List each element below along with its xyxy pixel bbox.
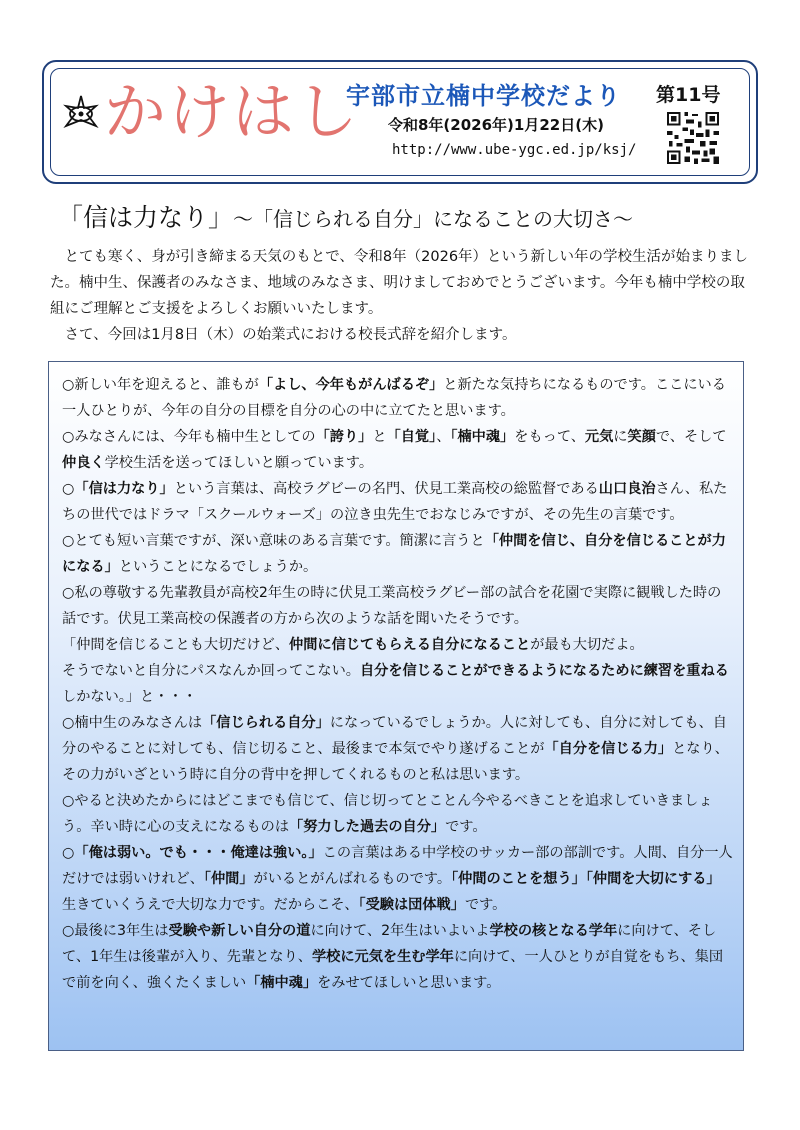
school-name: 宇部市立楠中学校だより <box>346 82 621 110</box>
speech-text-run: ○楠中生のみなさんは <box>62 715 203 731</box>
headline-subtitle: ～「信じられる自分」になることの大切さ～ <box>233 207 634 231</box>
speech-text-run: と新たな気持ちになるものです。ここにいる一人ひとりが、今年の自分の目標を自分の心の中に立てたと思います。 <box>62 377 726 419</box>
speech-text-run: 学校生活を送ってほしいと願っています。 <box>104 455 374 471</box>
speech-text-run: ○ <box>62 481 75 497</box>
speech-text-run: ○とても短い言葉ですが、深い意味のある言葉です。簡潔に言うと <box>62 533 485 549</box>
speech-emphasis: 自分を信じることができるようになるために練習を重ねる <box>359 663 729 679</box>
speech-text-run: ○ <box>62 845 75 861</box>
principal-speech-text <box>62 372 734 996</box>
speech-emphasis: 「仲間」 <box>203 871 254 887</box>
speech-paragraph <box>62 372 734 424</box>
speech-emphasis: 「自覚」 <box>386 429 437 445</box>
speech-paragraph <box>62 788 734 840</box>
speech-emphasis: 「信じられる自分」 <box>202 715 330 731</box>
speech-text-run: さん、私たちの世代ではドラマ「スクールウォーズ」の泣き虫先生でおなじみですが、その先生の言葉です。 <box>62 481 728 523</box>
speech-quote <box>62 632 734 658</box>
speech-paragraph <box>62 918 734 996</box>
speech-text-run: ということになるでしょうか。 <box>118 559 318 575</box>
speech-emphasis: 「努力した過去の自分」 <box>289 819 446 835</box>
speech-emphasis: 「仲間を信じ、自分を信じることが力になる」 <box>62 533 726 575</box>
school-url-link[interactable]: http://www.ube-ygc.ed.jp/ksj/ <box>392 142 637 158</box>
speech-emphasis: 「受験は団体戦」 <box>358 897 465 913</box>
speech-text-run: がいるとがんばれるものです。 <box>253 871 452 887</box>
speech-emphasis: 「楠中魂」 <box>246 975 318 991</box>
article-headline <box>58 198 758 234</box>
issue-date: 令和8年(2026年)1月22日(木) <box>388 116 604 134</box>
speech-emphasis: 「よし、今年もがんばるぞ」 <box>258 377 444 393</box>
speech-emphasis: 受験や新しい自分の道 <box>168 923 311 939</box>
speech-text-run: に <box>613 429 628 445</box>
headline-main: 「信は力なり」 <box>58 203 234 232</box>
speech-text-run: に向けて、一人ひとりが自覚をもち、集団で前を向く、強くたくましい <box>62 949 724 991</box>
speech-emphasis: 学校に元気を生む学年 <box>311 949 454 965</box>
speech-text-run: ○私の尊敬する先輩教員が高校2年生の時に伏見工業高校ラグビー部の試合を花園で実際に観戦した時の話です。伏見工業高校の保護者の方から次のような話を聞いたそうです。 <box>62 585 722 627</box>
school-emblem-icon <box>60 92 102 134</box>
speech-text-run: ○新しい年を迎えると、誰もが <box>62 377 259 393</box>
speech-text-run: です。 <box>464 897 507 913</box>
speech-emphasis: 元気 <box>584 429 614 445</box>
speech-text-run: に向けて、そして、1年生は後輩が入り、先輩となり、 <box>62 923 717 965</box>
speech-emphasis: 「自分を信じる力」 <box>544 741 673 757</box>
intro-paragraph: さて、今回は1月8日（木）の始業式における校長式辞を紹介します。 <box>64 327 517 343</box>
speech-emphasis: 「仲間のことを想う」「仲間を大切にする」 <box>451 871 721 887</box>
speech-emphasis: 「俺は弱い。でも・・・俺達は強い。」 <box>74 845 323 861</box>
speech-text-run: です。 <box>445 819 487 835</box>
speech-emphasis: 仲間に信じてもらえる自分になること <box>289 637 531 653</box>
speech-emphasis: 学校の核となる学年 <box>489 923 618 939</box>
speech-text-run: しかない。」と・・・ <box>62 689 197 705</box>
qr-code-icon <box>665 110 721 166</box>
speech-emphasis: 「楠中魂」 <box>450 429 515 445</box>
speech-quote <box>62 658 734 710</box>
speech-text-run: をみせてほしいと思います。 <box>317 975 501 991</box>
speech-paragraph <box>62 840 734 918</box>
speech-text-run: 生きていくうえで大切な力です。だからこそ、 <box>62 897 359 913</box>
issue-number: 第11号 <box>656 84 721 106</box>
speech-text-run: になっているでしょうか。人に対しても、自分に対しても、自分のやることに対しても、信じ切ること、最後まで本気でやり遂げることが <box>62 715 727 757</box>
speech-text-run: をもって、 <box>514 429 585 445</box>
speech-paragraph <box>62 528 734 580</box>
speech-paragraph <box>62 710 734 788</box>
speech-emphasis: 「誇り」 <box>315 429 373 445</box>
speech-paragraph <box>62 580 734 632</box>
speech-text-run: 、 <box>436 429 451 445</box>
speech-emphasis: 笑顔 <box>627 429 656 445</box>
speech-emphasis: 「信は力なり」 <box>74 481 174 497</box>
speech-text-run: となり、その力がいざという時に自分の背中を押してくれるものと私は思います。 <box>62 741 729 783</box>
speech-text-run: が最も大切だよ。 <box>530 637 644 653</box>
speech-text-run: に向けて、2年生はいよいよ <box>310 923 490 939</box>
speech-text-run: で、そして <box>655 429 727 445</box>
speech-text-run: 「仲間を信じることも大切だけど、 <box>62 637 290 653</box>
speech-text-run: そうでないと自分にパスなんか回ってこない。 <box>62 663 360 679</box>
speech-emphasis: 山口良治 <box>598 481 656 497</box>
speech-paragraph <box>62 424 734 476</box>
newsletter-title: かけはし <box>104 75 361 148</box>
speech-paragraph <box>62 476 734 528</box>
speech-text-run: この言葉はある中学校のサッカー部の部訓です。人間、自分一人だけでは弱いけれど、 <box>62 845 733 887</box>
intro-paragraph: とても寒く、身が引き締まる天気のもとで、令和8年（2026年）という新しい年の学校生活が始まりました。楠中生、保護者のみなさま、地域のみなさま、明けましておめでとうございます。今年も楠中学校の取組にご理解とご支援をよろしくお願いいたします。 <box>50 249 749 317</box>
speech-emphasis: 仲良く <box>62 455 105 471</box>
speech-text-run: ○やると決めたからにはどこまでも信じて、信じ切ってとことん今やるべきことを追求していきましょう。辛い時に心の支えになるものは <box>62 793 713 835</box>
speech-text-run: と <box>372 429 387 445</box>
speech-text-run: という言葉は、高校ラグビーの名門、伏見工業高校の総監督である <box>173 481 599 497</box>
speech-text-run: ○最後に3年生は <box>62 923 169 939</box>
intro-text <box>50 244 756 348</box>
speech-text-run: ○みなさんには、今年も楠中生としての <box>62 429 316 445</box>
